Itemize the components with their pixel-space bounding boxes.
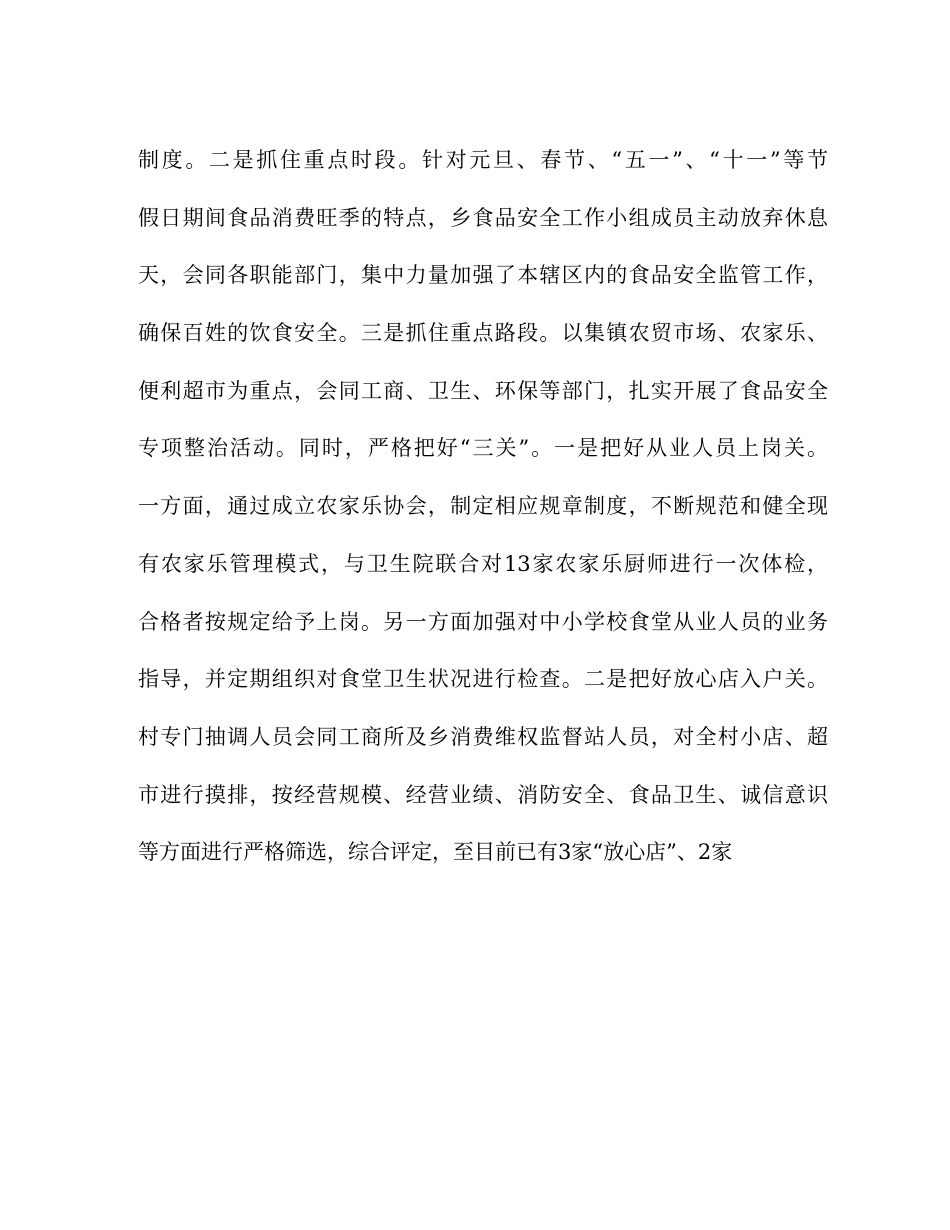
text-line: 确保百姓的饮食安全。三是抓住重点路段。以集镇农贸市场、农家乐、 — [138, 321, 828, 346]
text-line: 制度。二是抓住重点时段。针对元旦、春节、“五一”、“十一”等节 — [138, 148, 828, 172]
text-line: 一方面，通过成立农家乐协会，制定相应规章制度，不断规范和健全现 — [138, 494, 828, 519]
text-line: 假日期间食品消费旺季的特点，乡食品安全工作小组成员主动放弃休息 — [138, 205, 828, 230]
document-body — [138, 132, 828, 882]
text-line: 市进行摸排，按经营规模、经营业绩、消防安全、食品卫生、诚信意识 — [138, 782, 828, 807]
text-line: 等方面进行严格筛选，综合评定，至目前已有3家“放心店”、2家 — [138, 840, 733, 865]
text-line: 天，会同各职能部门，集中力量加强了本辖区内的食品安全监管工作， — [138, 263, 828, 288]
text-line: 便利超市为重点，会同工商、卫生、环保等部门，扎实开展了食品安全 — [138, 378, 828, 403]
text-line: 合格者按规定给予上岗。另一方面加强对中小学校食堂从业人员的业务 — [138, 609, 828, 634]
text-line: 指导，并定期组织对食堂卫生状况进行检查。二是把好放心店入户关。 — [138, 667, 828, 692]
text-line: 有农家乐管理模式，与卫生院联合对13家农家乐厨师进行一次体检， — [138, 551, 828, 576]
text-line: 专项整治活动。同时，严格把好“三关”。一是把好从业人员上岗关。 — [138, 436, 828, 461]
text-line: 村专门抽调人员会同工商所及乡消费维权监督站人员，对全村小店、超 — [138, 724, 828, 749]
